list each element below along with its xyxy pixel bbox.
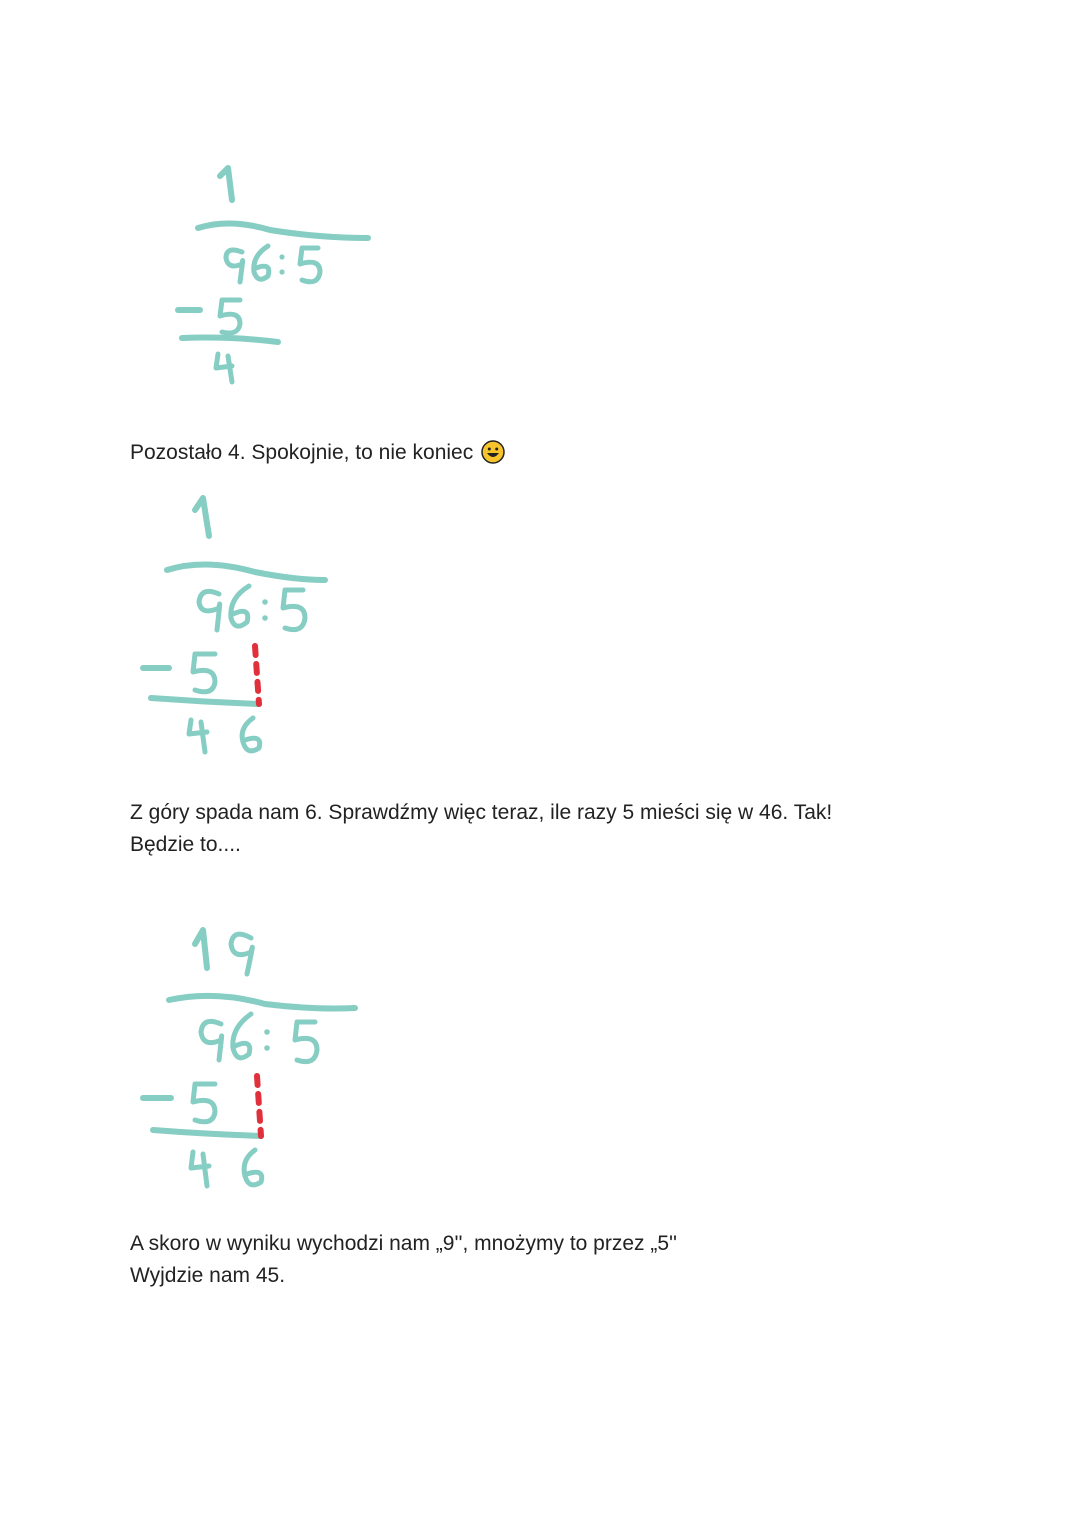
- division-sketch-2: [135, 490, 345, 760]
- dividend-digit-6: [233, 1014, 251, 1058]
- dividend-digit-9: [226, 250, 243, 282]
- step-2-line-1: Z góry spada nam 6. Sprawdźmy więc teraz, ile razy 5 mieści się w 46. Tak!: [130, 801, 833, 824]
- remainder-digit-4: [216, 354, 232, 382]
- remainder-digit-4: [191, 1152, 209, 1186]
- step-3-line-1: A skoro w wyniku wychodzi nam „9'', mnożymy to przez „5'': [130, 1232, 678, 1255]
- bring-down-line: [255, 646, 259, 704]
- step-1-text: [130, 437, 950, 469]
- subtrahend-digit-5: [193, 1084, 215, 1122]
- subtrahend-digit-5: [220, 300, 240, 333]
- divisor-digit-5: [295, 1022, 317, 1062]
- grinning-face-icon: [481, 440, 505, 464]
- quotient-digit-1: [220, 168, 232, 200]
- dividend-digit-6: [254, 246, 269, 279]
- brought-down-digit-6: [244, 1150, 262, 1185]
- quotient-digit-1: [195, 498, 209, 536]
- subtrahend-digit-5: [193, 654, 215, 692]
- step-3-line-2: Wyjdzie nam 45.: [130, 1264, 286, 1287]
- step-3-text: [130, 1228, 950, 1292]
- step-1-line-1: Pozostało 4. Spokojnie, to nie koniec: [130, 437, 950, 469]
- division-sketch-1: [170, 160, 380, 390]
- remainder-digit-4: [189, 720, 207, 752]
- dividend-digit-6: [231, 586, 249, 626]
- divisor-digit-5: [300, 248, 320, 282]
- division-sketch-3: [135, 920, 365, 1200]
- step-2-text: [130, 797, 950, 861]
- dividend-digit-9: [201, 1021, 222, 1060]
- bring-down-line: [257, 1076, 261, 1136]
- dividend-digit-9: [199, 591, 220, 630]
- brought-down-digit-6: [242, 718, 260, 751]
- quotient-digit-9: [231, 934, 252, 974]
- quotient-digit-1: [195, 930, 207, 968]
- step-2-line-2: Będzie to....: [130, 833, 241, 856]
- divisor-digit-5: [283, 590, 305, 630]
